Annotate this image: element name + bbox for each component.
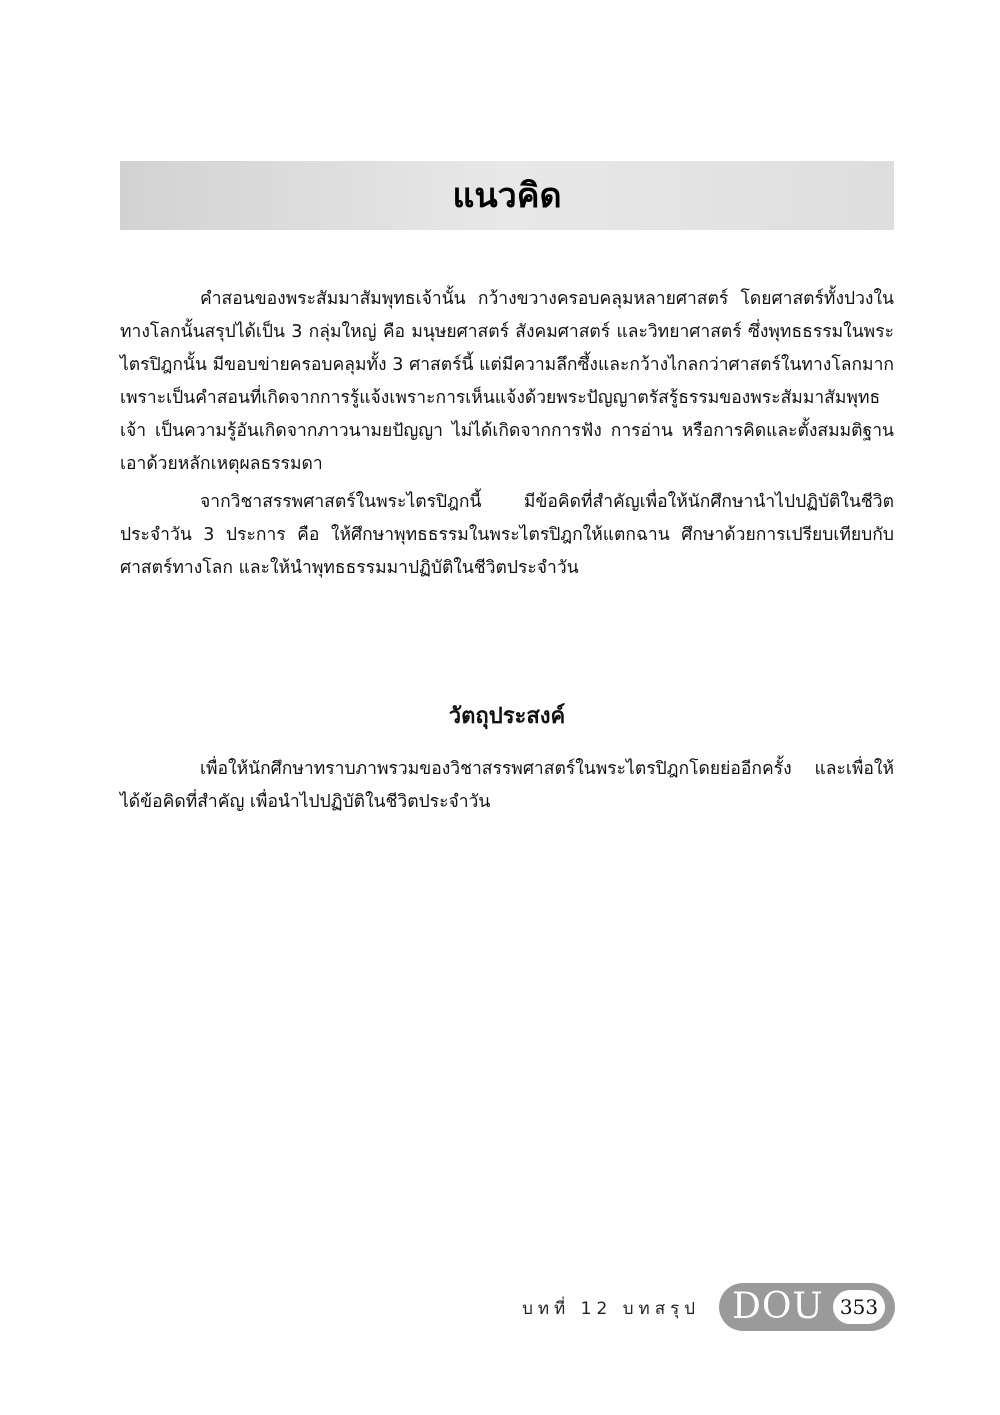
page-number: 353 (833, 1290, 885, 1324)
concept-paragraph-2: จากวิชาสรรพศาสตร์ในพระไตรปิฎกนี้ มีข้อคิดที่สำคัญเพื่อให้นักศึกษานำไปปฏิบัติในชีวิตประจำวัน 3 ประการ คือ ให้ศึกษาพุทธธรรมในพระไตรปิฎกให้แตกฉาน ศึกษาด้วยการเปรียบเทียบกับศาสตร์ทางโลก และให้นำพุทธธรรมมาปฏิบัติในชีวิตประจำวัน (120, 492, 894, 578)
page-footer (0, 1283, 1000, 1333)
heading-banner (120, 161, 894, 230)
page-title: แนวคิด (452, 175, 562, 216)
objective-heading: วัตถุประสงค์ (448, 704, 566, 729)
concept-paragraph-1: คำสอนของพระสัมมาสัมพุทธเจ้านั้น กว้างขวางครอบคลุมหลายศาสตร์ โดยศาสตร์ทั้งปวงในทางโลกนั้นสรุปได้เป็น 3 กลุ่มใหญ่ คือ มนุษยศาสตร์ สังคมศาสตร์ และวิทยาศาสตร์ ซึ่งพุทธธรรมในพระไตรปิฎกนั้น มีขอบข่ายครอบคลุมทั้ง 3 ศาสตร์นี้ แต่มีความลึกซึ้งและกว้างไกลกว่าศาสตร์ในทางโลกมาก เพราะเป็นคำสอนที่เกิดจากการรู้แจ้งเพราะการเห็นแจ้งด้วยพระปัญญาตรัสรู้ธรรมของพระสัมมาสัมพุทธเจ้า เป็นความรู้อันเกิดจากภาวนามยปัญญา ไม่ได้เกิดจากการฟัง การอ่าน หรือการคิดและตั้งสมมติฐานเอาด้วยหลักเหตุผลธรรมดา (120, 289, 894, 474)
objective-section (120, 753, 894, 824)
footer-badge (719, 1283, 895, 1331)
footer-chapter-label: บทที่ 12 บทสรุป (522, 1299, 700, 1319)
brand-logo-text: DOU (732, 1286, 824, 1327)
objective-paragraph-1: เพื่อให้นักศึกษาทราบภาพรวมของวิชาสรรพศาสตร์ในพระไตรปิฎกโดยย่ออีกครั้ง และเพื่อให้ได้ข้อคิดที่สำคัญ เพื่อนำไปปฏิบัติในชีวิตประจำวัน (120, 759, 894, 812)
concept-section (120, 283, 894, 590)
